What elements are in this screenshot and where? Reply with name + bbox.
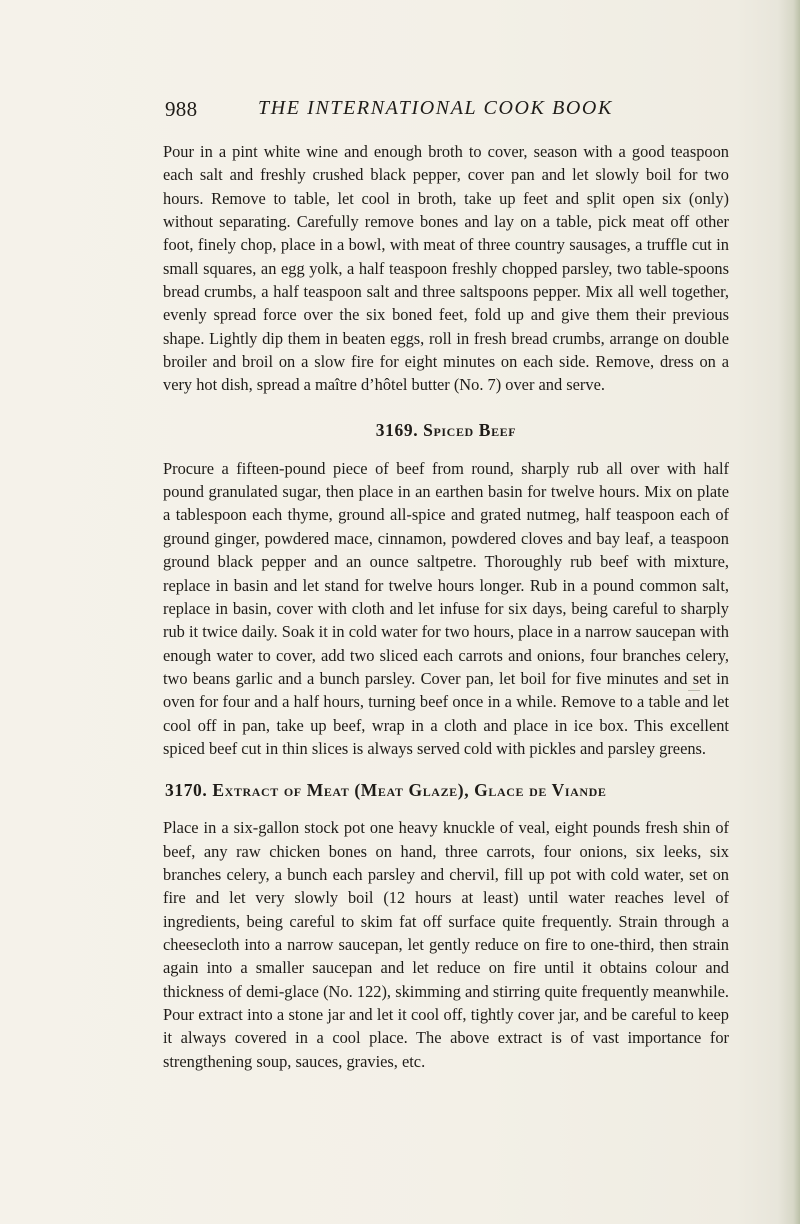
- page-number: 988: [165, 97, 198, 121]
- heading-extract-of-meat: 3170. Extract of Meat (Meat Glaze), Glace de Viande: [165, 780, 607, 801]
- paragraph-spiced-beef: Procure a fifteen-pound piece of beef from round, sharply rub all over with half pound granulated sugar, then place in an earthen basin for twelve hours. Mix on plate a tablespoon each thyme, ground all-spice and grated nutmeg, half teaspoon each of ground ginger, powdered mace, cinnamon, powdered cloves and bay leaf, a teaspoon ground black pepper and an ounce saltpetre. Thoroughly rub beef with mixture, replace in basin and let stand for twelve hours longer. Rub in a pound common salt, replace in basin, cover with cloth and let infuse for six days, being careful to sharply rub it twice daily. Soak it in cold water for two hours, place in a narrow saucepan with enough water to cover, add two sliced each carrots and onions, four branches celery, two beans garlic and a bunch parsley. Cover pan, let boil for five minutes and set in oven for four and a half hours, turning beef once in a while. Remove to a table and let cool off in pan, take up beef, wrap in a cloth and place in ice box. This excellent spiced beef cut in thin slices is always served cold with pickles and parsley greens.: [163, 458, 729, 758]
- page-body: [163, 140, 729, 1073]
- page-header: [165, 97, 725, 127]
- page-edge-shadow: [778, 0, 800, 1224]
- heading-spiced-beef: 3169. Spiced Beef: [375, 419, 517, 440]
- paragraph-intro: Pour in a pint white wine and enough broth to cover, season with a good teaspoon each salt and freshly crushed black pepper, cover pan and let slowly boil for two hours. Remove to table, let cool in broth, take up feet and split open six (only) without separating. Carefully remove bones and lay on a table, pick meat off other foot, finely chop, place in a bowl, with meat of three country sausages, a truffle cut in small squares, an egg yolk, a half teaspoon freshly chopped parsley, two table-spoons bread crumbs, a half teaspoon salt and three saltspoons pepper. Mix all well together, evenly spread force over the six boned feet, fold up and give them their previous shape. Lightly dip them in beaten eggs, roll in fresh bread crumbs, arrange on double broiler and broil on a slow fire for eight minutes on each side. Remove, dress on a very hot dish, spread a maître d’hôtel butter (No. 7) over and serve.: [163, 142, 729, 395]
- paragraph-extract-of-meat: Place in a six-gallon stock pot one heavy knuckle of veal, eight pounds fresh shin of beef, any raw chicken bones on hand, three carrots, four onions, six leeks, six branches celery, a bunch each parsley and chervil, fill up pot with cold water, set on fire and let very slowly boil (12 hours at least) until water reaches level of ingredients, being careful to skim fat off surface quite frequently. Strain through a cheesecloth into a narrow saucepan, let gently reduce on fire to one-third, then strain again into a smaller saucepan and let reduce on fire until it obtains colour and thickness of demi-glace (No. 122), skimming and stirring quite frequently meanwhile. Pour extract into a stone jar and let it cool off, tightly cover jar, and be careful to keep it always covered in a cool place. The above extract is of vast importance for strengthening soup, sauces, gravies, etc.: [163, 818, 729, 1071]
- running-title: THE INTERNATIONAL COOK BOOK: [258, 97, 613, 119]
